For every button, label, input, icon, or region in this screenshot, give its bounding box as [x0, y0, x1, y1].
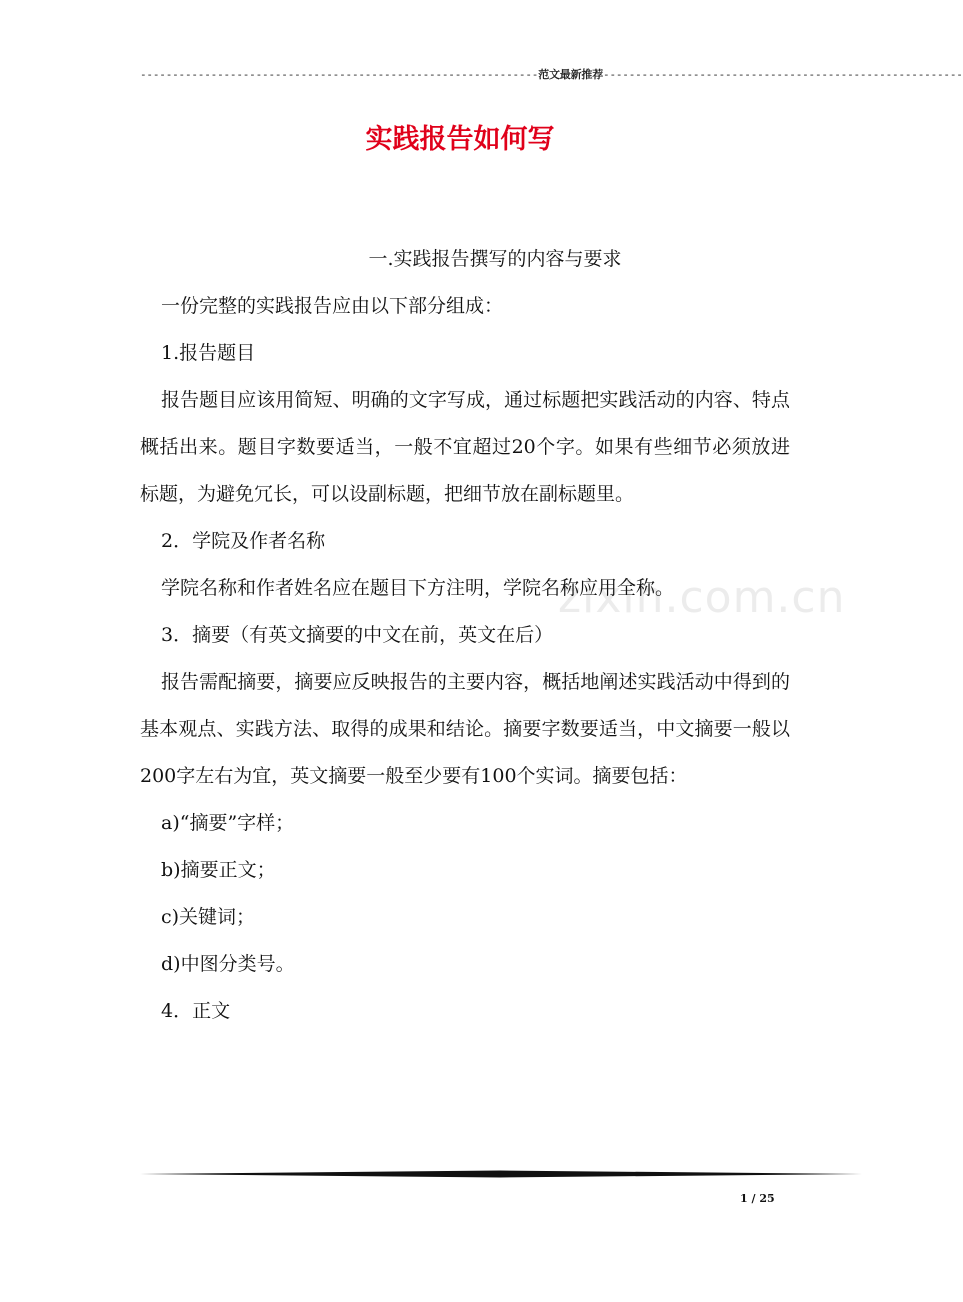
- header-right-dashes: --------------------------------------------------------: [603, 68, 963, 81]
- section-heading: 一.实践报告撰写的内容与要求: [368, 248, 622, 270]
- list-item: a)“摘要”字样；: [161, 812, 295, 834]
- document-title: 实践报告如何写: [365, 124, 555, 155]
- list-item: c)关键词；: [161, 906, 256, 928]
- subheading: 2．学院及作者名称: [161, 530, 326, 552]
- subheading: 4．正文: [161, 1000, 231, 1022]
- header-left-dashes: --------------------------------------------------------------: [140, 68, 539, 81]
- document-body: [140, 236, 790, 1035]
- watermark: zixin.com.cn: [558, 572, 846, 623]
- paragraph: 报告题目应该用简短、明确的文字写成，通过标题把实践活动的内容、特点概括出来。题目字数要适当，一般不宜超过20个字。如果有些细节必须放进标题，为避免冗长，可以设副标题，把细节放在副标题里。: [140, 389, 790, 505]
- page-number: 1 / 25: [740, 1192, 775, 1205]
- paragraph: 报告需配摘要，摘要应反映报告的主要内容，概括地阐述实践活动中得到的基本观点、实践方法、取得的成果和结论。摘要字数要适当，中文摘要一般以200字左右为宜，英文摘要一般至少要有100个实词。摘要包括：: [140, 671, 790, 787]
- header-label: 范文最新推荐: [538, 68, 604, 81]
- paragraph: 一份完整的实践报告应由以下部分组成：: [161, 295, 504, 317]
- subheading: 1.报告题目: [161, 342, 256, 364]
- list-item: b)摘要正文；: [161, 859, 276, 881]
- subheading: 3．摘要（有英文摘要的中文在前，英文在后）: [161, 624, 554, 646]
- paragraph: 学院名称和作者姓名应在题目下方注明，学院名称应用全称。: [161, 577, 675, 599]
- list-item: d)中图分类号。: [161, 953, 295, 975]
- footer-divider: [140, 1170, 862, 1178]
- page-header: [140, 66, 963, 84]
